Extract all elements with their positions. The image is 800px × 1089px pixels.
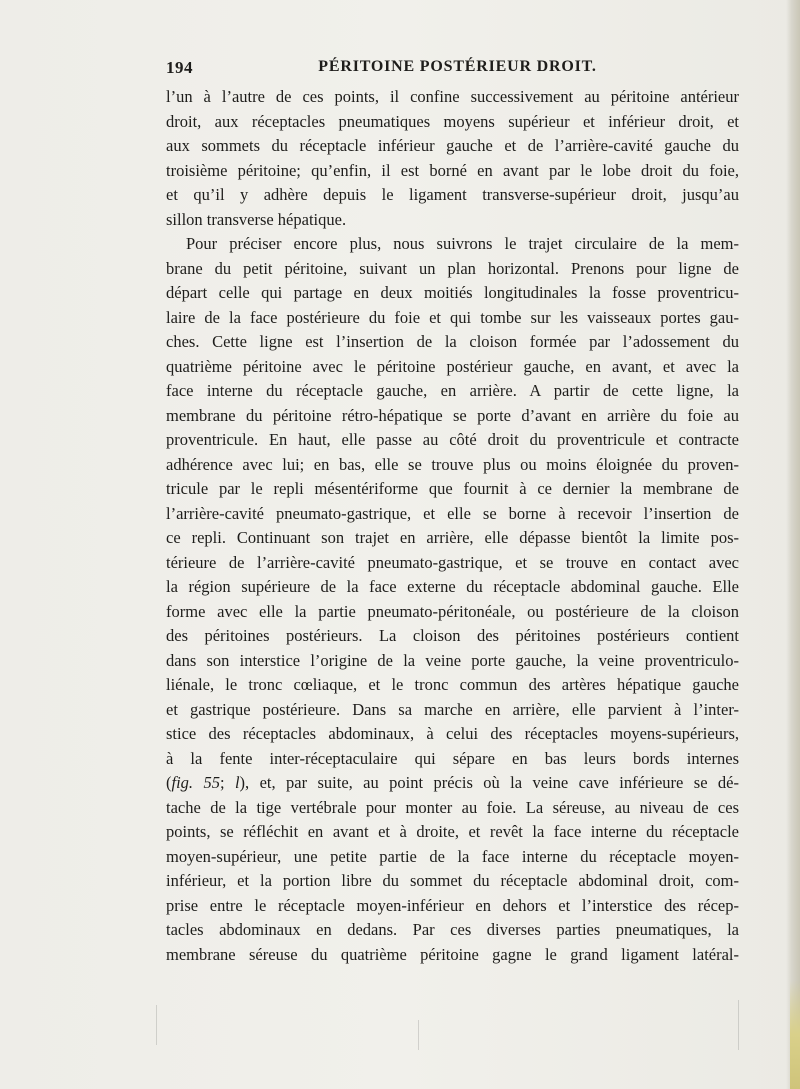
text-line: l’un à l’autre de ces points, il confine successivement au péritoine antérieur <box>166 87 739 106</box>
running-head <box>166 58 739 84</box>
page-number: 194 <box>166 58 193 77</box>
text-line: départ celle qui partage en deux moitiés longitudinales la fosse proventricu- <box>166 283 739 302</box>
text-line: prise entre le réceptacle moyen-inférieur en dehors et l’interstice des récep- <box>166 895 739 915</box>
text-line: inférieur, et la portion libre du sommet du réceptacle abdominal droit, com- <box>166 871 739 890</box>
text-line: aux sommets du réceptacle inférieur gauche et de l’arrière-cavité gauche du <box>166 136 739 155</box>
text-line: troisième péritoine; qu’enfin, il est borné en avant par le lobe droit du foie, <box>166 160 739 180</box>
running-title: PÉRITOINE POSTÉRIEUR DROIT. <box>318 58 597 75</box>
text-line: adhérence avec lui; en bas, elle se trouve plus ou moins éloignée du proven- <box>166 454 739 474</box>
text-line: ches. Cette ligne est l’insertion de la cloison formée par l’adossement du <box>166 332 739 351</box>
text-line: ce repli. Continuant son trajet en arrière, elle dépasse bientôt la limite pos- <box>166 528 739 547</box>
text-line: térieure de l’arrière-cavité pneumato-gastrique, et se trouve en contact avec <box>166 552 739 572</box>
text-line: proventricule. En haut, elle passe au côté droit du proventricule et contracte <box>166 430 739 449</box>
text-line: laire de la face postérieure du foie et qui tombe sur les vaisseaux portes gau- <box>166 307 739 327</box>
text-line: face interne du réceptacle gauche, en arrière. A partir de cette ligne, la <box>166 381 739 400</box>
text-line: la région supérieure de la face externe du réceptacle abdominal gauche. Elle <box>166 577 739 596</box>
body-text <box>166 85 739 967</box>
text-line: stice des réceptacles abdominaux, à celui des réceptacles moyens-supérieurs, <box>166 724 739 743</box>
text-line: points, se réfléchit en avant et à droite, et revêt la face interne du réceptacle <box>166 822 739 841</box>
text-line: liénale, le tronc cœliaque, et le tronc commun des artères hépatique gauche <box>166 675 739 694</box>
text-line: (fig. 55; l), et, par suite, au point précis où la veine cave inférieure se dé- <box>166 773 739 792</box>
text-line: tricule par le repli mésentériforme que fournit à ce dernier la membrane de <box>166 479 739 498</box>
text-line: dans son interstice l’origine de la veine porte gauche, la veine proventriculo- <box>166 650 739 670</box>
paper-scratch-mark <box>156 1005 157 1045</box>
text-line: des péritoines postérieurs. La cloison des péritoines postérieurs contient <box>166 626 739 645</box>
text-line: et qu’il y adhère depuis le ligament transverse-supérieur droit, jusqu’au <box>166 185 739 204</box>
text-line: moyen-supérieur, une petite partie de la face interne du réceptacle moyen- <box>166 846 739 866</box>
text-line: droit, aux réceptacles pneumatiques moyens supérieur et inférieur droit, et <box>166 111 739 131</box>
paper-scratch-mark <box>738 1000 739 1050</box>
text-line: l’arrière-cavité pneumato-gastrique, et elle se borne à recevoir l’insertion de <box>166 503 739 523</box>
page-edge-tint <box>790 980 800 1089</box>
text-line: et gastrique postérieure. Dans sa marche en arrière, elle parvient à l’inter- <box>166 699 739 719</box>
text-line: tacles abdominaux en dedans. Par ces diverses parties pneumatiques, la <box>166 920 739 939</box>
page-edge-shadow <box>786 0 800 1089</box>
text-line: quatrième péritoine avec le péritoine postérieur gauche, en avant, et avec la <box>166 356 739 376</box>
paper-scratch-mark <box>418 1020 419 1050</box>
text-line: brane du petit péritoine, suivant un plan horizontal. Prenons pour ligne de <box>166 258 739 278</box>
text-line: forme avec elle la partie pneumato-péritonéale, ou postérieure de la cloison <box>166 601 739 621</box>
text-line: membrane du péritoine rétro-hépatique se porte d’avant en arrière du foie au <box>166 405 739 425</box>
text-line: sillon transverse hépatique. <box>166 209 347 229</box>
text-line: à la fente inter-réceptaculaire qui sépare en bas leurs bords internes <box>166 748 739 768</box>
text-line: Pour préciser encore plus, nous suivrons le trajet circulaire de la mem- <box>186 234 739 253</box>
text-line: tache de la tige vertébrale pour monter au foie. La séreuse, au niveau de ces <box>166 797 739 817</box>
text-line: membrane séreuse du quatrième péritoine gagne le grand ligament latéral- <box>166 944 739 964</box>
